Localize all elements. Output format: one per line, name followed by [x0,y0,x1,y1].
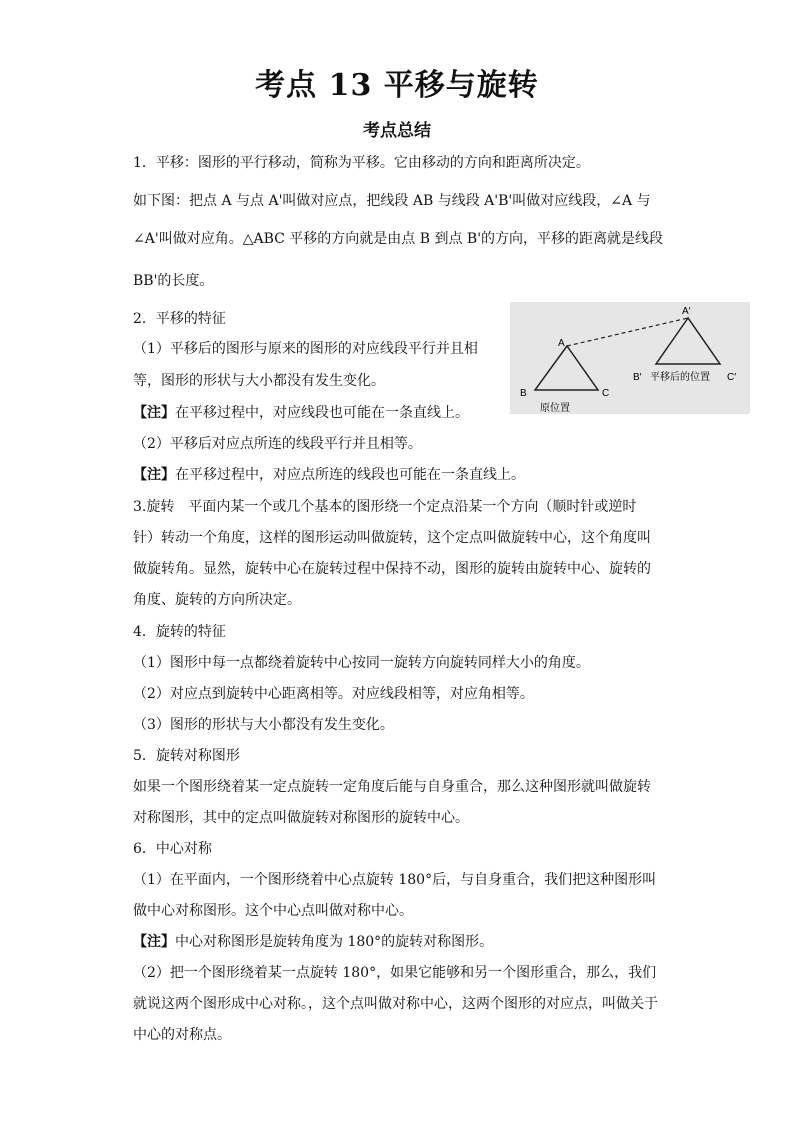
label-c: C [602,388,610,399]
para-example-2: ∠A'叫做对应角。△ABC 平移的方向就是由点 B 到点 B'的方向，平移的距离就是线段 [133,231,664,247]
page-subtitle: 考点总结 [363,121,431,141]
section-rotational-symmetry: 5．旋转对称图形 [133,748,240,764]
label-a: A [558,338,565,349]
note-1 [133,402,469,422]
central-1-line-1: （1）在平面内，一个图形绕着中心点旋转 180°后，与自身重合，我们把这种图形叫 [133,872,657,888]
translation-diagram [510,302,750,414]
label-b: B [520,388,527,399]
label-b-prime: B′ [633,372,642,383]
feature-1-line-2: 等，图形的形状与大小都没有发生变化。 [133,373,385,389]
para-translation-def: 1．平移：图形的平行移动，简称为平移。它由移动的方向和距离所决定。 [133,155,590,171]
caption-original-position: 原位置 [540,403,570,414]
para-example-3: BB'的长度。 [133,273,214,289]
para-rotation-3: 做旋转角。显然，旋转中心在旋转过程中保持不动，图形的旋转由旋转中心、旋转的 [133,561,651,577]
para-rotation-2: 针）转动一个角度，这样的图形运动叫做旋转，这个定点叫做旋转中心，这个角度叫 [133,530,651,546]
note-label: 【注】 [133,934,175,950]
translation-dashed-line [567,318,688,346]
page-title: 考点 13 平移与旋转 [255,68,539,103]
central-2-line-3: 中心的对称点。 [133,1027,231,1043]
translation-figure [510,302,750,414]
note-3 [133,931,493,951]
para-rot-sym-2: 对称图形，其中的定点叫做旋转对称图形的旋转中心。 [133,810,469,826]
section-translation-features: 2．平移的特征 [133,311,226,327]
note-text: 中心对称图形是旋转角度为 180°的旋转对称图形。 [175,934,494,950]
original-triangle [535,346,598,390]
note-text: 在平移过程中，对应线段也可能在一条直线上。 [175,405,469,421]
feature-1-line-1: （1）平移后的图形与原来的图形的对应线段平行并且相 [133,341,478,357]
central-2-line-1: （2）把一个图形绕着某一点旋转 180°，如果它能够和另一个图形重合，那么，我们 [133,965,657,981]
note-text: 在平移过程中，对应点所连的线段也可能在一条直线上。 [175,467,525,483]
note-label: 【注】 [133,467,175,483]
note-label: 【注】 [133,405,175,421]
central-2-line-2: 就说这两个图形成中心对称。，这个点叫做对称中心，这两个图形的对应点，叫做关于 [133,996,658,1012]
para-rotation-1: 3.旋转 平面内某一个或几个基本的图形绕一个定点沿某一个方向（顺时针或逆时 [133,499,637,515]
section-rotation-features: 4．旋转的特征 [133,624,226,640]
label-c-prime: C′ [727,372,737,383]
caption-moved-position: 平移后的位置 [650,372,710,383]
rotation-feature-2: （2）对应点到旋转中心距离相等。对应线段相等，对应角相等。 [133,686,534,702]
note-2 [133,464,525,484]
rotation-feature-3: （3）图形的形状与大小都没有发生变化。 [133,717,394,733]
translated-triangle [656,318,720,364]
feature-2: （2）平移后对应点所连的线段平行并且相等。 [133,436,422,452]
rotation-feature-1: （1）图形中每一点都绕着旋转中心按同一旋转方向旋转同样大小的角度。 [133,655,590,671]
para-rotation-4: 角度、旋转的方向所决定。 [133,592,301,608]
central-1-line-2: 做中心对称图形。这个中心点叫做对称中心。 [133,903,413,919]
para-example-1: 如下图：把点 A 与点 A'叫做对应点，把线段 AB 与线段 A'B'叫做对应线段，∠A 与 [133,193,651,209]
label-a-prime: A′ [682,306,691,317]
section-central-symmetry: 6．中心对称 [133,841,212,857]
para-rot-sym-1: 如果一个图形绕着某一定点旋转一定角度后能与自身重合，那么这种图形就叫做旋转 [133,779,651,795]
